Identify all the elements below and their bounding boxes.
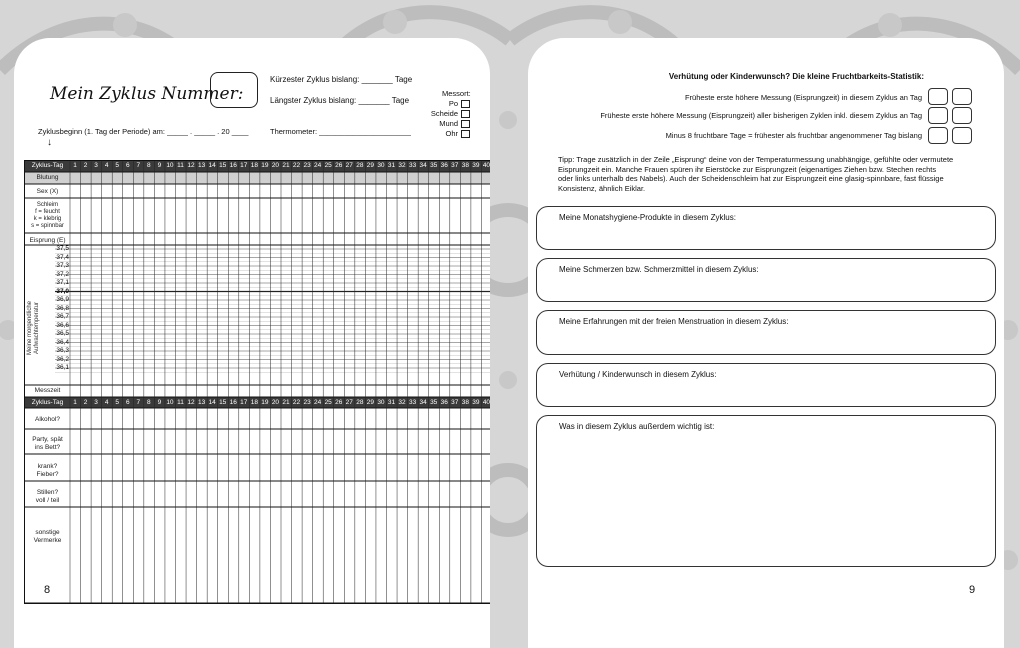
temp-label: 36,9	[56, 296, 69, 303]
shortest-cycle: Kürzester Zyklus bislang: _______ Tage	[270, 75, 413, 84]
stat-3-box-b[interactable]	[952, 127, 972, 144]
day-number: 5	[115, 162, 119, 169]
mund-checkbox[interactable]	[461, 120, 470, 128]
day-number: 39	[472, 162, 480, 169]
other-important-box[interactable]	[536, 415, 996, 567]
scheide-checkbox[interactable]	[461, 110, 470, 118]
day-number: 30	[377, 162, 385, 169]
day-row-label: Zyklus-Tag	[31, 399, 64, 406]
stats-title: Verhütung oder Kinderwunsch? Die kleine Fruchtbarkeits-Statistik:	[668, 72, 924, 81]
day-number: 35	[430, 162, 438, 169]
tip-line-2: Eisprungzeit ein. Manche Frauen spüren ihr Eierstöcke zur Eisprungzeit (eigenartiges Ziehen bzw. Stechen rechts	[558, 164, 937, 174]
stat-2-box-a[interactable]	[928, 107, 948, 124]
day-number: 26	[335, 399, 343, 406]
day-number: 29	[366, 162, 374, 169]
stat-2-box-b[interactable]	[952, 107, 972, 124]
measure-site-label: Messort:	[442, 89, 471, 98]
day-number: 3	[94, 399, 98, 406]
tip-line-1: Tipp: Trage zusätzlich in der Zeile „Eisprung“ deine von der Temperaturmessung unabhängige, gefühlte oder vermutete	[558, 155, 954, 164]
pain-box[interactable]	[536, 258, 996, 302]
temp-label: 36,6	[56, 321, 69, 329]
day-number: 19	[261, 162, 269, 169]
day-number: 34	[419, 162, 427, 169]
temp-label: 37,0	[56, 287, 69, 295]
row-nursing-label: Stillen? voll / teil	[35, 489, 60, 504]
day-number: 13	[197, 162, 206, 169]
day-number: 5	[115, 399, 119, 406]
day-number: 22	[292, 162, 301, 169]
day-number: 27	[345, 162, 353, 169]
cycle-number-title: Mein Zyklus Nummer:	[50, 84, 244, 104]
row-time-label: Messzeit	[34, 387, 61, 394]
temp-label: 36,8	[56, 304, 69, 312]
cycle-start: Zyklusbeginn (1. Tag der Periode) am: _____ . _____ . 20 ____	[38, 127, 249, 136]
cycle-number-box[interactable]	[210, 72, 258, 108]
day-number: 4	[104, 399, 109, 406]
grid-lines	[25, 161, 490, 603]
day-number: 17	[240, 162, 248, 169]
day-number: 10	[166, 399, 174, 406]
day-number: 32	[398, 399, 406, 406]
day-number: 20	[271, 399, 280, 406]
day-number: 15	[219, 162, 227, 169]
hygiene-products-box[interactable]	[536, 206, 996, 250]
day-number: 31	[387, 162, 396, 169]
day-number: 28	[356, 399, 364, 406]
day-number: 10	[166, 162, 174, 169]
arrow-down-icon: ↓	[47, 137, 52, 148]
day-number: 16	[229, 162, 237, 169]
day-number: 13	[197, 399, 206, 406]
day-number: 28	[356, 162, 364, 169]
day-number: 33	[408, 162, 417, 169]
ohr-checkbox[interactable]	[461, 130, 470, 138]
day-number: 6	[125, 162, 130, 169]
day-number: 9	[157, 399, 162, 406]
hygiene-products-label: Meine Monatshygiene-Produkte in diesem Zyklus:	[559, 213, 736, 222]
day-number: 2	[83, 162, 88, 169]
day-number: 25	[324, 399, 332, 406]
temp-label: 36,7	[56, 313, 69, 320]
day-number: 18	[250, 399, 258, 406]
day-number: 18	[250, 162, 258, 169]
day-number: 12	[187, 399, 195, 406]
day-number: 20	[271, 162, 280, 169]
day-number: 7	[136, 399, 141, 406]
day-number: 2	[83, 399, 88, 406]
day-number: 35	[430, 399, 438, 406]
temp-label: 37,3	[56, 262, 69, 269]
day-number: 21	[282, 399, 290, 406]
day-number: 26	[335, 162, 343, 169]
contraception-box[interactable]	[536, 363, 996, 407]
page-number-left: 8	[44, 584, 51, 596]
temp-label: 36,1	[56, 364, 69, 371]
day-number: 4	[104, 162, 109, 169]
stat-1-box-a[interactable]	[928, 88, 948, 105]
day-number: 33	[408, 399, 417, 406]
temp-label: 37,2	[56, 270, 69, 278]
stat-1-box-b[interactable]	[952, 88, 972, 105]
stat-3-box-a[interactable]	[928, 127, 948, 144]
day-number: 40	[482, 399, 490, 406]
row-party-label: Party, spät ins Bett?	[32, 436, 63, 451]
day-row-label: Zyklus-Tag	[31, 162, 64, 169]
temp-label: 36,5	[56, 330, 69, 337]
day-number: 37	[451, 162, 459, 169]
day-number: 23	[303, 399, 311, 406]
contraception-label: Verhütung / Kinderwunsch in diesem Zyklus:	[559, 370, 717, 379]
day-number: 24	[314, 162, 322, 169]
measure-site-po: Po	[449, 99, 470, 108]
day-number: 11	[177, 162, 184, 169]
tip-text	[558, 155, 953, 193]
day-number: 27	[345, 399, 353, 406]
temp-label: 37,4	[56, 253, 69, 261]
temp-label: 37,1	[56, 279, 69, 286]
cycle-chart-grid[interactable]	[24, 160, 490, 604]
row-alcohol-label: Alkohol?	[35, 416, 60, 423]
day-number: 36	[440, 399, 448, 406]
po-checkbox[interactable]	[461, 100, 470, 108]
pain-label: Meine Schmerzen bzw. Schmerzmittel in diesem Zyklus:	[559, 265, 759, 274]
day-number: 8	[147, 162, 151, 169]
day-number: 1	[73, 162, 77, 169]
day-number: 40	[482, 162, 490, 169]
stat-line-2: Früheste erste höhere Messung (Eisprungzeit) aller bisherigen Zyklen inkl. diesem Zyklus an Tag	[600, 111, 922, 120]
temp-label: 36,4	[56, 338, 69, 346]
row-notes-label: sonstige Vermerke	[33, 529, 62, 544]
day-number: 11	[177, 399, 184, 406]
day-number: 38	[461, 399, 469, 406]
temp-label: 37,5	[56, 245, 69, 252]
day-number: 1	[73, 399, 77, 406]
free-menstruation-label: Meine Erfahrungen mit der freien Menstruation in diesem Zyklus:	[559, 317, 789, 326]
day-number: 19	[261, 399, 269, 406]
row-bleeding-label: Blutung	[36, 174, 59, 181]
day-number: 30	[377, 399, 385, 406]
day-number: 12	[187, 162, 195, 169]
day-number: 23	[303, 162, 311, 169]
row-mucus-label: Schleim f = feucht k = klebrig s = spinnbar	[31, 202, 64, 229]
measure-site-ohr: Ohr	[445, 129, 470, 138]
temp-label: 36,3	[56, 347, 69, 354]
day-number: 8	[147, 399, 151, 406]
stat-line-1: Früheste erste höhere Messung (Eisprungzeit) in diesem Zyklus an Tag	[684, 93, 922, 102]
measure-site-scheide: Scheide	[431, 109, 470, 118]
day-number: 24	[314, 399, 322, 406]
day-number: 34	[419, 399, 427, 406]
row-ovulation-label: Eisprung (E)	[29, 237, 66, 244]
thermometer: Thermometer: ______________________	[270, 127, 411, 136]
left-page	[14, 38, 490, 648]
day-number: 21	[282, 162, 290, 169]
day-number: 38	[461, 162, 469, 169]
tip-line-4: Konsistenz, ähnlich Eiklar.	[558, 183, 646, 193]
day-number: 15	[219, 399, 227, 406]
day-number: 3	[94, 162, 98, 169]
day-number: 17	[240, 399, 248, 406]
tip-line-3: oder links unterhalb des Nabels). Auch der Scheidenschleim hat zur Eisprungzeit eine glasig-spinnbare, fast flüssige	[558, 174, 944, 183]
day-number: 7	[136, 162, 141, 169]
row-sick-label: krank? Fieber?	[36, 463, 59, 478]
day-number: 37	[451, 399, 459, 406]
day-number: 16	[229, 399, 237, 406]
day-number: 25	[324, 162, 332, 169]
day-number: 14	[208, 162, 216, 169]
day-number: 22	[292, 399, 301, 406]
day-number: 36	[440, 162, 448, 169]
day-number: 31	[387, 399, 396, 406]
temp-axis-label: Meine morgendliche Aufwachtemperatur	[27, 300, 40, 356]
day-number: 9	[157, 162, 162, 169]
longest-cycle: Längster Zyklus bislang: _______ Tage	[270, 96, 410, 105]
right-page	[528, 38, 1004, 648]
day-number: 14	[208, 399, 216, 406]
day-number: 6	[125, 399, 130, 406]
measure-site-mund: Mund	[439, 119, 470, 128]
day-number: 29	[366, 399, 374, 406]
free-menstruation-box[interactable]	[536, 310, 996, 355]
page-number-right: 9	[969, 584, 976, 596]
other-important-label: Was in diesem Zyklus außerdem wichtig ist:	[559, 422, 715, 431]
temp-label: 36,2	[56, 355, 69, 363]
day-number: 32	[398, 162, 406, 169]
bleeding-row-fill	[25, 172, 490, 184]
row-sex-label: Sex (X)	[36, 188, 59, 195]
day-number: 39	[472, 399, 480, 406]
stat-line-3: Minus 8 fruchtbare Tage = frühester als fruchtbar angenommener Tag bislang	[665, 131, 922, 140]
